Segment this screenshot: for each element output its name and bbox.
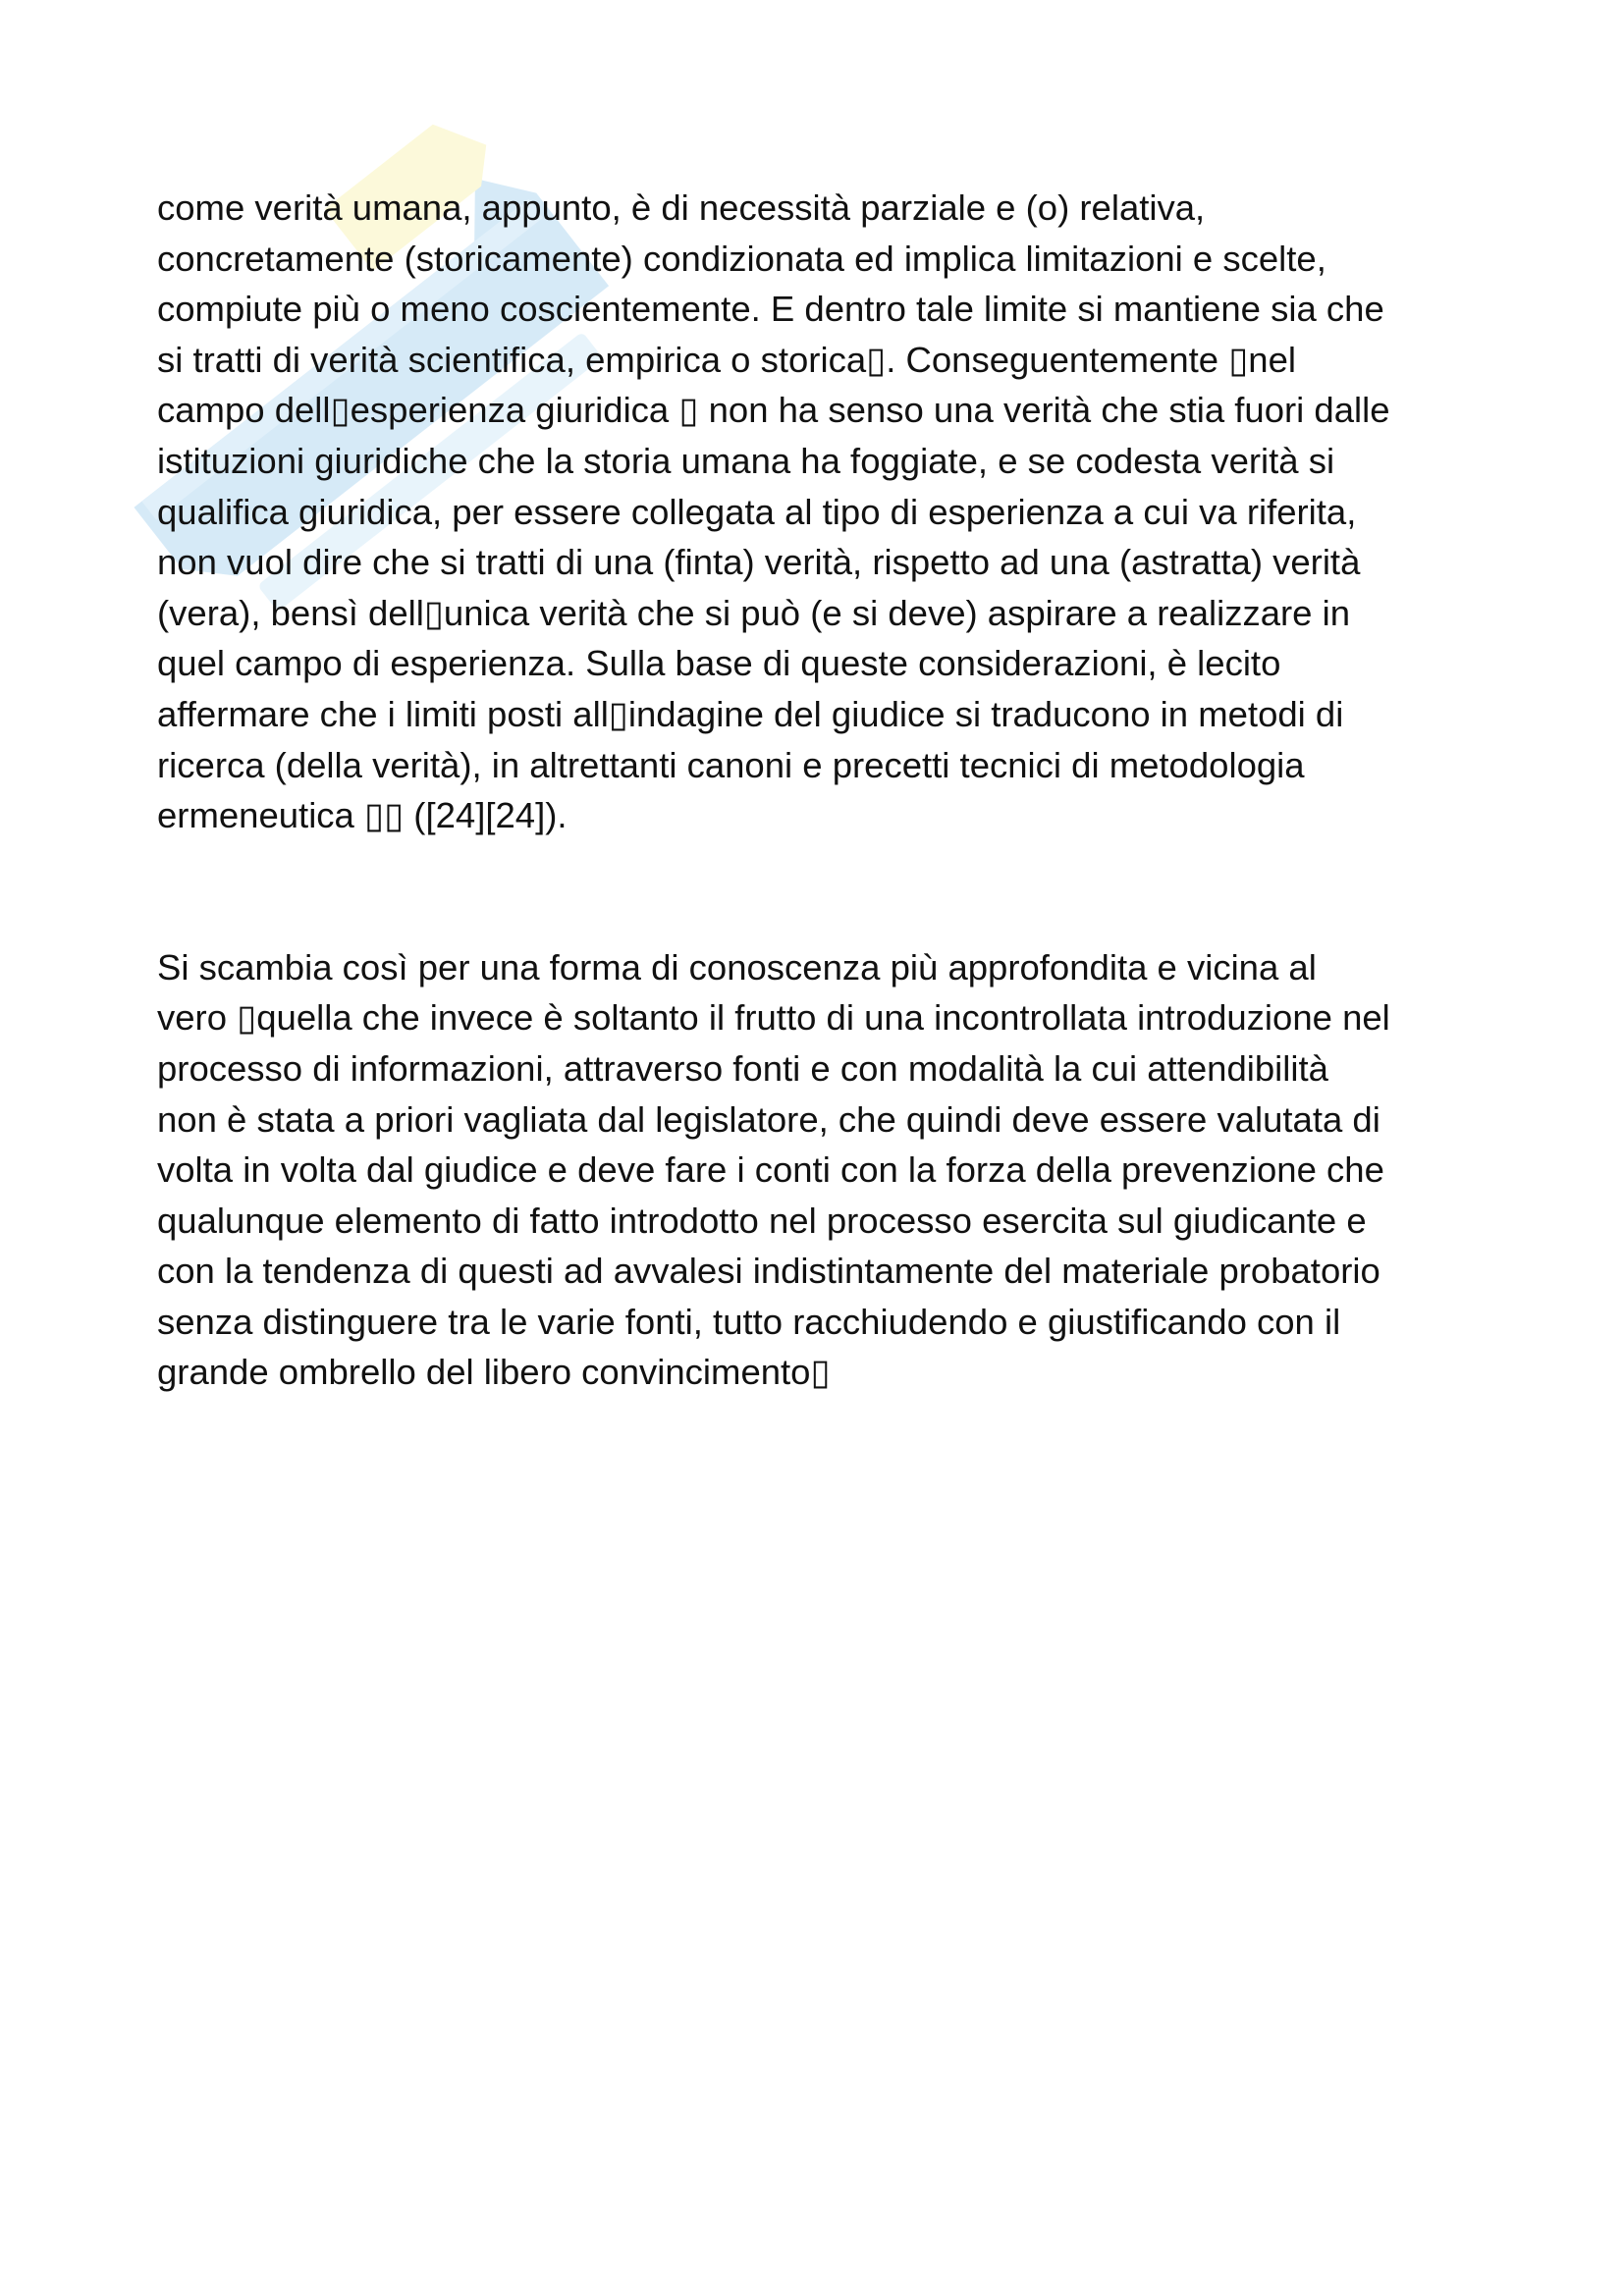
text-line: non vuol dire che si tratti di una (finta) verità, rispetto ad una (astratta) verità [157,542,1361,583]
text-line: compiute più o meno coscientemente. E dentro tale limite si mantiene sia che [157,289,1384,330]
text-line: qualifica giuridica, per essere collegata al tipo di esperienza a cui va riferita, [157,491,1357,532]
text-line: campo dell▯esperienza giuridica ▯ non ha senso una verità che stia fuori dalle [157,390,1390,431]
text-line: quel campo di esperienza. Sulla base di queste considerazioni, è lecito [157,643,1281,684]
text-line: processo di informazioni, attraverso fonti e con modalità la cui attendibilità [157,1047,1328,1089]
text-line: con la tendenza di questi ad avvalesi indistintamente del materiale probatorio [157,1251,1380,1292]
paragraph-spacer [157,841,1502,942]
text-line: (vera), bensì dell▯unica verità che si può (e si deve) aspirare a realizzare in [157,592,1351,633]
text-line: qualunque elemento di fatto introdotto nel processo esercita sul giudicante e [157,1200,1367,1241]
text-line: grande ombrello del libero convincimento▯ [157,1352,831,1393]
text-line: istituzioni giuridiche che la storia umana ha foggiate, e se codesta verità si [157,440,1335,481]
text-line: ermeneutica ▯▯ ([24][24]). [157,795,568,836]
text-line: ricerca (della verità), in altrettanti canoni e precetti tecnici di metodologia [157,744,1305,785]
text-line: come verità umana, appunto, è di necessità parziale e (o) relativa, [157,187,1206,228]
text-line: senza distinguere tra le varie fonti, tutto racchiudendo e giustificando con il [157,1301,1341,1342]
text-line: vero ▯quella che invece è soltanto il frutto di una incontrollata introduzione nel [157,997,1390,1039]
text-line: non è stata a priori vagliata dal legislatore, che quindi deve essere valutata di [157,1098,1380,1140]
text-line: volta in volta dal giudice e deve fare i conti con la forza della prevenzione che [157,1149,1384,1191]
text-line: concretamente (storicamente) condizionata ed implica limitazioni e scelte, [157,238,1326,279]
paragraph-1 [157,183,1502,841]
paragraph-2 [157,942,1502,1398]
text-line: affermare che i limiti posti all▯indagine del giudice si traducono in metodi di [157,693,1344,734]
body-text [157,183,1502,1398]
text-line: Si scambia così per una forma di conoscenza più approfondita e vicina al [157,946,1317,988]
text-line: si tratti di verità scientifica, empirica o storica▯. Conseguentemente ▯nel [157,339,1297,380]
